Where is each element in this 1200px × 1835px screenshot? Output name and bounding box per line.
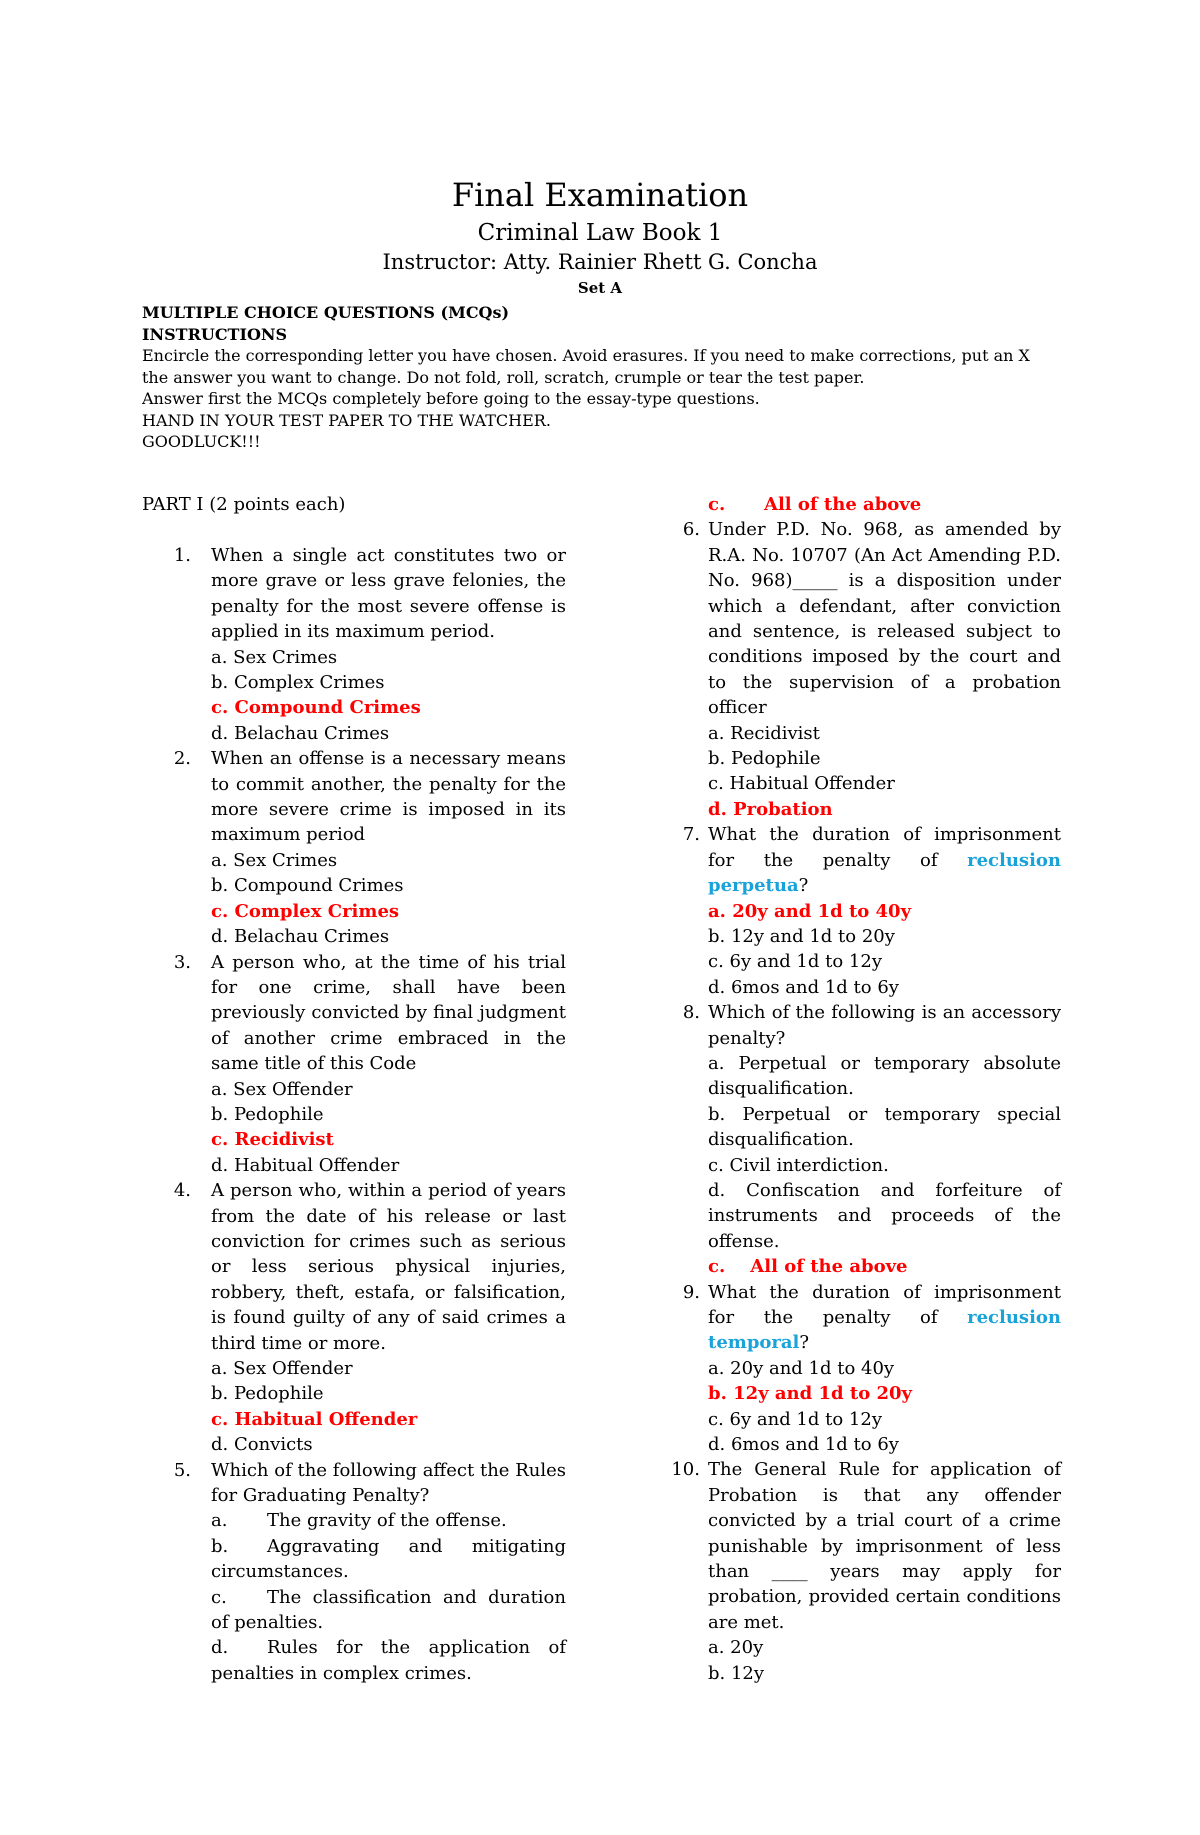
question-number: 6. (682, 519, 700, 541)
question-text: Which of the following is an accessory penalty? (708, 1002, 1061, 1049)
part-heading: PART I (2 points each) (142, 494, 346, 515)
question-text: Under P.D. No. 968, as amended by R.A. No. 10707 (An Act Amending P.D. No. 968)_____ is a disposition under which a defendant, after conviction and sentence, is released subject to conditions imposed by the court and to the supervision of a probation officer (708, 519, 1061, 719)
question-item (142, 1458, 566, 1687)
instruction-line: Encircle the corresponding letter you have chosen. Avoid erasures. If you need to make corrections, put an X (142, 346, 1030, 365)
correct-answer-option[interactable]: c. Compound Crimes (211, 697, 421, 719)
answer-option[interactable] (211, 1585, 566, 1636)
answer-option[interactable]: b. 12y (708, 1662, 765, 1684)
option-letter: b. (211, 1535, 229, 1557)
instruction-line: the answer you want to change. Do not fold, roll, scratch, crumple or tear the test paper. (142, 367, 865, 387)
question-number: 8. (682, 1002, 700, 1024)
question-number: 4. (173, 1180, 191, 1202)
answer-option[interactable]: d. Convicts (211, 1434, 313, 1456)
answer-option[interactable]: b. Pedophile (708, 748, 821, 770)
correct-answer-option[interactable]: c. Complex Crimes (211, 900, 400, 922)
answer-option[interactable]: c. 6y and 1d to 12y (708, 1408, 882, 1430)
answer-option[interactable]: d. 6mos and 1d to 6y (708, 1434, 899, 1456)
question-item (663, 822, 1061, 1000)
answer-option[interactable]: b. 12y and 1d to 20y (708, 925, 895, 947)
question-text: Which of the following affect the Rules for Graduating Penalty? (211, 1459, 566, 1507)
question-text: What the duration of imprisonment for the penalty of reclusion temporal? (708, 1281, 1061, 1354)
correct-answer-option[interactable]: b. 12y and 1d to 20y (708, 1383, 912, 1405)
answer-option[interactable]: b. Complex Crimes (211, 672, 385, 694)
question-text: The General Rule for application of Probation is that any offender convicted by a trial court of a crime punishable by imprisonment of less than ____ years may apply for probation, provided certain conditions are met. (708, 1459, 1061, 1633)
answer-option[interactable]: d. 6mos and 1d to 6y (708, 976, 899, 998)
question-item (663, 1457, 1061, 1686)
correct-answer-option[interactable] (708, 492, 1061, 517)
question-text: A person who, at the time of his trial for one crime, shall have been previously convicted by final judgment of another crime embraced in the same title of this Code (211, 951, 566, 1075)
correct-answer-option[interactable]: a. 20y and 1d to 40y (708, 900, 912, 922)
question-number: 2. (173, 748, 191, 770)
question-number: 9. (682, 1281, 700, 1303)
instruction-line: Answer first the MCQs completely before going to the essay-type questions. (142, 389, 760, 408)
instructions-heading: INSTRUCTIONS (142, 324, 288, 344)
legal-term: reclusion temporal (708, 1307, 1061, 1354)
answer-option[interactable]: a. Sex Offender (211, 1078, 353, 1100)
answer-option[interactable]: d. Habitual Offender (211, 1154, 400, 1176)
answer-option[interactable]: c. Habitual Offender (708, 773, 895, 795)
question-item (663, 1280, 1061, 1458)
answer-option[interactable]: a. Perpetual or temporary absolute disqualification. (708, 1052, 1061, 1100)
question-text: When an offense is a necessary means to commit another, the penalty for the more severe crime is imposed in its maximum period (211, 748, 566, 846)
question-continuation (663, 492, 1061, 517)
answer-option[interactable]: b. Perpetual or temporary special disqualification. (708, 1103, 1061, 1151)
answer-option[interactable]: a. Recidivist (708, 722, 820, 744)
correct-answer-option[interactable]: c. All of the above (708, 1256, 908, 1278)
answer-option[interactable]: d. Belachau Crimes (211, 926, 390, 948)
question-number: 3. (173, 951, 191, 973)
correct-answer-option[interactable]: d. Probation (708, 798, 833, 820)
answer-option[interactable]: c. 6y and 1d to 12y (708, 951, 882, 973)
option-letter: a. (211, 1510, 228, 1532)
option-text: Rules for the application of penalties in complex crimes. (211, 1637, 566, 1684)
instructor-line: Instructor: Atty. Rainier Rhett G. Concha (382, 250, 818, 274)
left-column (142, 543, 566, 1686)
question-number: 10. (671, 1459, 700, 1481)
right-column (663, 492, 1061, 1686)
answer-option[interactable]: a. Sex Crimes (211, 849, 338, 871)
answer-option[interactable] (211, 1534, 566, 1585)
mcq-heading: MULTIPLE CHOICE QUESTIONS (MCQs) (142, 303, 510, 322)
question-text: What the duration of imprisonment for the penalty of reclusion perpetua? (708, 824, 1061, 897)
answer-option[interactable]: c. Civil interdiction. (708, 1154, 889, 1176)
question-text: A person who, within a period of years from the date of his release or last conviction for crimes such as serious or less serious physical injuries, robbery, theft, estafa, or falsification, is found guilty of any of said crimes a third time or more. (211, 1180, 566, 1354)
question-number: 5. (173, 1459, 191, 1481)
answer-option[interactable]: a. Sex Offender (211, 1358, 353, 1379)
answer-option[interactable] (211, 1508, 566, 1533)
answer-option[interactable]: a. Sex Crimes (211, 646, 338, 668)
correct-answer-option[interactable]: c. Habitual Offender (211, 1408, 418, 1430)
answer-option[interactable]: b. Pedophile (211, 1383, 324, 1405)
option-letter: c. (211, 1586, 227, 1608)
question-item (663, 1000, 1061, 1279)
question-number: 1. (173, 545, 191, 566)
instruction-line: HAND IN YOUR TEST PAPER TO THE WATCHER. (142, 410, 551, 430)
question-item (142, 543, 566, 746)
exam-title: Final Examination (451, 176, 749, 214)
option-text: Aggravating and mitigating circumstances. (211, 1535, 566, 1583)
answer-option[interactable]: b. Compound Crimes (211, 875, 404, 897)
legal-term: reclusion perpetua (708, 849, 1061, 897)
option-text: The gravity of the offense. (267, 1510, 507, 1532)
option-letter: d. (211, 1637, 229, 1659)
course-subtitle: Criminal Law Book 1 (477, 220, 723, 246)
answer-option[interactable]: d. Confiscation and forfeiture of instruments and proceeds of the offense. (708, 1179, 1061, 1252)
option-text: All of the above (764, 494, 922, 515)
instructions-block (142, 302, 1082, 453)
question-item (142, 1178, 566, 1457)
answer-option[interactable] (211, 1635, 566, 1686)
instruction-line: GOODLUCK!!! (142, 432, 261, 451)
answer-option[interactable]: a. 20y (708, 1637, 764, 1659)
question-text: When a single act constitutes two or more grave or less grave felonies, the penalty for the most severe offense is applied in its maximum period. (211, 545, 566, 643)
question-number: 7. (682, 824, 700, 846)
question-item (663, 517, 1061, 822)
option-text: The classification and duration of penalties. (211, 1586, 566, 1634)
set-label: Set A (577, 279, 623, 297)
answer-option[interactable]: a. 20y and 1d to 40y (708, 1357, 895, 1379)
answer-option[interactable]: d. Belachau Crimes (211, 722, 390, 744)
answer-option[interactable]: b. Pedophile (211, 1103, 324, 1125)
option-letter: c. (708, 494, 726, 515)
correct-answer-option[interactable]: c. Recidivist (211, 1129, 334, 1151)
question-item (142, 746, 566, 949)
question-item (142, 950, 566, 1179)
